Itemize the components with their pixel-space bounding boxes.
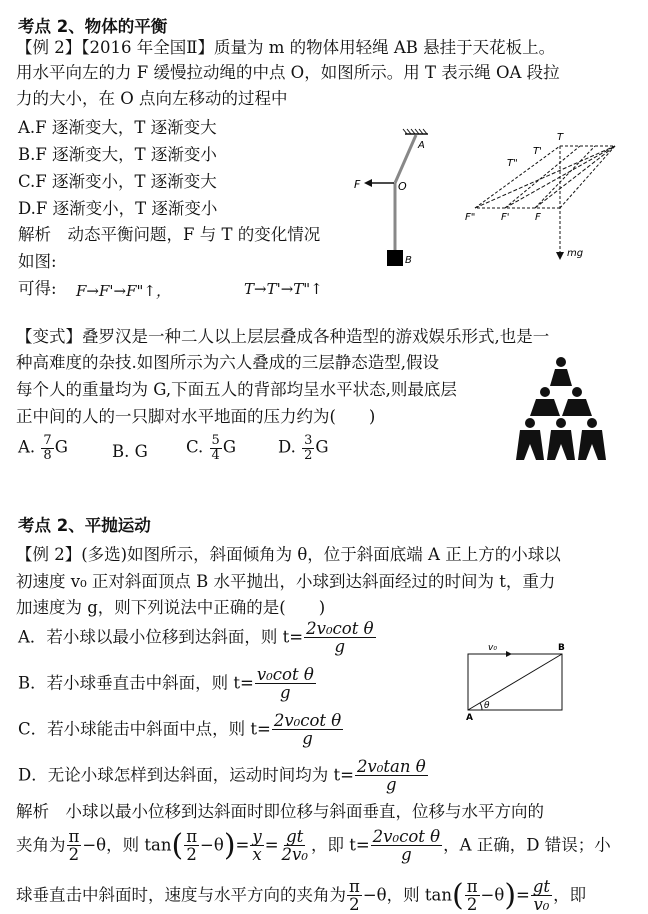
projectile-analysis-line1: 解析 小球以最小位移到达斜面时即位移与斜面垂直，位移与水平方向的 [16, 802, 544, 821]
section-title-projectile: 考点 2、平抛运动 [18, 516, 151, 535]
variant-option-a: A. $\frac{7}{8}$ G [18, 433, 68, 463]
variant-line1: 【变式】叠罗汉是一种二人以上层层叠成各种造型的游戏娱乐形式,也是一 [16, 327, 550, 346]
example2-line3: 力的大小，在 O 点向左移动的过程中 [16, 89, 288, 108]
variant-option-c: C. $\frac{5}{4}$ G [186, 433, 237, 463]
example2b-line3: 加速度为 g，则下列说法中正确的是( ) [16, 598, 326, 617]
example2b-line1: 【例 2】(多选)如图所示，斜面倾角为 θ，位于斜面底端 A 正上方的小球以 [16, 545, 561, 564]
projectile-option-c: C．若小球能击中斜面中点，则 t= $\frac{\text{2v₀cot θ}}{g}$ [18, 711, 342, 749]
figure-incline [460, 640, 580, 725]
projectile-analysis-line2: 夹角为 $\frac{\pi}{2}$ −θ，则 tan( $\frac{\pi}{2}$ −θ)= $\frac{y}{x}$ = $\frac{gt}{\text{2v₀}}$ ，即 t= $\frac{\text{2v₀cot θ}}{g}$ ，A 正确，D 错误；小 [16, 827, 611, 865]
section-title-equilibrium: 考点 2、物体的平衡 [18, 17, 168, 36]
option-c: C.F 逐渐变小，T 逐渐变大 [18, 172, 217, 191]
label-f-prime: F' [501, 212, 510, 223]
label-v0: v₀ [488, 643, 497, 653]
example2-line2: 用水平向左的力 F 缓慢拉动绳的中点 O，如图所示。用 T 表示绳 OA 段拉 [16, 63, 560, 82]
variant-option-b: B. G [112, 442, 148, 461]
label-f-double-prime: F" [465, 212, 476, 223]
result-f: F→F'→F"↑， [76, 282, 171, 300]
result-label: 可得: [18, 279, 57, 298]
label-mg: mg [567, 248, 584, 259]
projectile-option-b: B．若小球垂直击中斜面，则 t= $\frac{\text{v₀cot θ}}{g}$ [18, 665, 314, 703]
figure-human-pyramid [514, 352, 608, 464]
figure-label: 如图: [18, 252, 57, 271]
projectile-analysis-line3: 球垂直击中斜面时，速度与水平方向的夹角为 $\frac{\pi}{2}$ −θ，则 tan( $\frac{\pi}{2}$ −θ)= $\frac{gt}{\text{v₀}}$ ，即 [16, 877, 587, 914]
label-o: O [398, 180, 407, 193]
option-b: B.F 逐渐变大，T 逐渐变小 [18, 145, 217, 164]
figure-rope-mass [350, 128, 430, 268]
variant-option-d: D. $\frac{3}{2}$ G [278, 433, 329, 463]
variant-line2: 种高难度的杂技.如图所示为六人叠成的三层静态造型,假设 [16, 353, 439, 372]
label-t-double-prime: T" [507, 158, 518, 169]
analysis-text: 解析 动态平衡问题，F 与 T 的变化情况 [18, 225, 321, 244]
option-a: A.F 逐渐变大，T 逐渐变大 [18, 118, 217, 137]
label-f: F [354, 178, 361, 191]
label-b: B [405, 255, 412, 266]
projectile-option-d: D．无论小球怎样到达斜面，运动时间均为 t= $\frac{\text{2v₀tan θ}}{g}$ [18, 757, 426, 795]
result-t: T→T'→T"↑ [244, 280, 323, 298]
label-a: A [418, 140, 425, 151]
label-a-point: A [466, 713, 473, 723]
variant-line4: 正中间的人的一只脚对水平地面的压力约为( ) [16, 407, 376, 426]
label-t-prime: T' [533, 146, 542, 157]
option-d: D.F 逐渐变小，T 逐渐变小 [18, 199, 218, 218]
example2b-line2: 初速度 v₀ 正对斜面顶点 B 水平抛出，小球到达斜面经过的时间为 t，重力 [16, 572, 556, 591]
figure-force-vectors [455, 128, 625, 268]
projectile-option-a: A．若小球以最小位移到达斜面，则 t= $\frac{\text{2v₀cot θ}}{g}$ [18, 619, 374, 657]
variant-line3: 每个人的重量均为 G,下面五人的背部均呈水平状态,则最底层 [16, 380, 457, 399]
label-b-point: B [558, 643, 565, 653]
label-f-vector: F [535, 212, 541, 223]
example2-line1: 【例 2】【2016 年全国Ⅱ】质量为 m 的物体用轻绳 AB 悬挂于天花板上。 [16, 38, 556, 57]
label-theta: θ [484, 701, 490, 711]
label-t: T [557, 132, 564, 143]
